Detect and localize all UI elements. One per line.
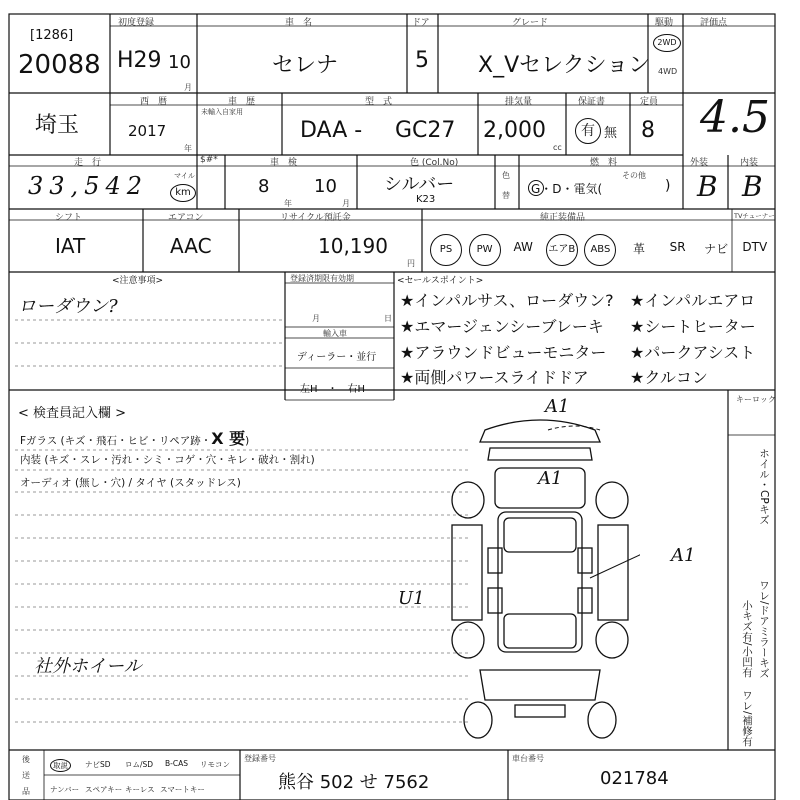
left-rear-door — [488, 588, 502, 613]
dealer-option: ディーラー・並行 — [297, 352, 377, 363]
grade-value: X_Vセレクション — [478, 53, 651, 78]
front-right-wheel — [596, 482, 628, 518]
shift-value: IAT — [55, 234, 86, 258]
equipment-item: エアB — [546, 234, 578, 266]
rear-right-corner — [588, 702, 616, 738]
recycle-label: リサイクル預託金 — [280, 213, 351, 223]
drive-2wd-circled: 2WD — [653, 34, 681, 52]
key-lock-label: キーロック — [736, 395, 776, 404]
door-count: 5 — [415, 48, 429, 73]
inspection-year-suffix: 年 — [284, 199, 292, 208]
equipment-label: 純正装備品 — [540, 213, 586, 223]
footer-side-label: 後 — [22, 755, 30, 764]
mileage-unit-top: マイル — [174, 172, 195, 180]
fglass-mark: X 要 — [211, 429, 246, 448]
audio-line: オーディオ (無し・穴) / タイヤ (スタッドレス) — [20, 477, 241, 489]
color-change-2: 替 — [502, 191, 510, 200]
inspection-year: 8 — [258, 176, 270, 197]
aircon-label: エアコン — [168, 213, 204, 223]
left-side-panel — [452, 525, 482, 620]
year-suffix: 年 — [184, 144, 192, 153]
front-bumper-outline — [480, 420, 600, 442]
mileage-label: 走 行 — [74, 158, 102, 168]
equipment-item: AW — [513, 240, 533, 254]
car-diagram — [440, 400, 640, 745]
reg-month: 月 — [312, 314, 320, 323]
mileage-value: 33,542 — [28, 172, 148, 200]
drive-label: 駆動 — [655, 18, 674, 28]
sales-point: ★インパルエアロ — [630, 291, 756, 310]
first-reg-label: 初度登録 — [118, 18, 155, 28]
fuel-close: ) — [665, 178, 671, 194]
right-front-door — [578, 548, 592, 573]
equipment-item: SR — [669, 240, 686, 254]
diagram-mark: A1 — [538, 468, 563, 489]
drive-4wd: 4WD — [658, 67, 678, 76]
sales-point: ★インパルサス、ローダウン? — [400, 291, 614, 310]
footer-item: スマートキー — [160, 785, 205, 794]
displacement-unit: cc — [553, 143, 562, 152]
caution-text: ローダウン? — [18, 296, 118, 317]
model-code: GC27 — [395, 118, 456, 143]
diagram-mark: A1 — [545, 396, 570, 417]
history-sub: 未輸入自家用 — [201, 108, 243, 116]
sales-point: ★両側パワースライドドア — [400, 368, 589, 387]
sales-point: ★クルコン — [630, 368, 708, 387]
inspection-label: 車 検 — [270, 158, 298, 168]
history-label: 車 歴 — [228, 97, 256, 107]
region: 埼玉 — [35, 113, 80, 138]
footer-item-circled: 取説 — [50, 759, 71, 772]
color-change-1: 色 — [502, 171, 510, 180]
aircon-value: AAC — [170, 234, 212, 258]
right-rear-door — [578, 588, 592, 613]
door-label: ドア — [412, 18, 430, 28]
legend-4: ワレ/補修有 — [741, 690, 753, 747]
interior-label: 内装 — [740, 158, 759, 168]
rear-left-wheel — [452, 622, 484, 658]
registration-label: 登録済期限有効期 — [290, 274, 354, 283]
chassis-label: 車台番号 — [512, 754, 544, 763]
rear-window-outline — [504, 614, 576, 648]
capacity-label: 定員 — [640, 97, 659, 107]
sales-point: ★パークアシスト — [630, 343, 756, 362]
color-value: シルバー — [384, 174, 455, 195]
import-label: 輸入車 — [323, 329, 347, 338]
inspection-month: 10 — [314, 176, 337, 197]
fuel-other: その他 — [622, 171, 646, 180]
score-label: 評価点 — [700, 18, 728, 28]
equipment-item: ABS — [584, 234, 616, 266]
front-roof-panel — [504, 518, 576, 552]
footer-item: キーレス — [125, 785, 155, 794]
footer-item: ナンバー — [50, 785, 80, 794]
footer-side-label: 送 — [22, 771, 30, 780]
sales-point: ★エマージェンシーブレーキ — [400, 317, 604, 336]
interior-score: B — [742, 170, 763, 203]
footer-item: リモコン — [200, 760, 230, 769]
first-reg-era: H29 — [117, 48, 162, 73]
rear-right-wheel — [596, 622, 628, 658]
rear-outline — [480, 670, 600, 700]
exhibit-number: 20088 — [18, 50, 101, 80]
rear-bumper-outline — [515, 705, 565, 717]
year-value: 2017 — [128, 122, 167, 140]
capacity-value: 8 — [641, 118, 655, 143]
warranty-no: 無 — [604, 126, 618, 141]
equipment-item: PS — [430, 234, 462, 266]
footer-item: ロム/SD — [125, 760, 154, 769]
year-label: 西 暦 — [140, 97, 168, 107]
recycle-fee: 10,190 — [318, 234, 388, 258]
equipment-item: DTV — [742, 240, 768, 254]
shift-label: シフト — [55, 213, 83, 223]
front-left-wheel — [452, 482, 484, 518]
sales-point: ★シートヒーター — [630, 317, 756, 336]
footer-item: B-CAS — [165, 759, 188, 768]
interior-line: 内装 (キズ・スレ・汚れ・シミ・コゲ・穴・キレ・破れ・割れ) — [20, 454, 315, 466]
caution-label: <注意事項> — [112, 276, 164, 286]
mileage-unit-circled: km — [170, 184, 196, 202]
left-front-door — [488, 548, 502, 573]
plate-label: 登録番号 — [244, 754, 276, 763]
chassis-number: 021784 — [600, 768, 669, 789]
fuel-options: G・D・電気( — [531, 182, 603, 196]
warranty-yes-circled: 有 — [575, 118, 601, 144]
legend-3: 小キズ有/小凹有 — [741, 600, 753, 678]
type-label: 型 式 — [365, 97, 393, 107]
inspection-title: < 検査員記入欄 > — [18, 406, 127, 421]
sales-label: <セールスポイント> — [397, 276, 484, 286]
diagram-mark: U1 — [398, 588, 425, 609]
tv-label: TVチューナー — [734, 212, 775, 220]
grade-label: グレード — [512, 18, 549, 28]
equipment-item: ナビ — [704, 242, 729, 256]
first-reg-month-suffix: 月 — [184, 83, 192, 92]
legend-1: ホイル・CPキズ — [758, 448, 770, 525]
fglass-close: ) — [245, 435, 250, 447]
first-reg-month: 10 — [168, 52, 191, 73]
roof-outline — [498, 512, 582, 652]
recycle-unit: 円 — [407, 259, 415, 268]
car-name-label: 車 名 — [285, 18, 313, 28]
displacement-value: 2,000 — [483, 118, 546, 143]
rear-left-corner — [464, 702, 492, 738]
legend-2: ワレ/ドアミラーキズ — [758, 580, 770, 679]
diagram-mark: A1 — [671, 545, 696, 566]
footer-side-label: 品 — [22, 787, 30, 796]
fglass-line — [20, 426, 249, 449]
model-prefix: DAA - — [300, 118, 363, 143]
fuel-label: 燃 料 — [590, 158, 618, 168]
equipment-item: 革 — [632, 242, 645, 256]
meter-label: $#* — [200, 155, 218, 165]
plate-number: 熊谷 502 せ 7562 — [278, 772, 430, 793]
equipment-item: PW — [469, 234, 501, 266]
inspection-month-suffix: 月 — [342, 199, 350, 208]
warranty-label: 保証書 — [578, 97, 606, 107]
footer-item: ナビSD — [85, 760, 111, 769]
exterior-label: 外装 — [690, 158, 709, 168]
color-code: K23 — [416, 194, 436, 205]
score-value: 4.5 — [700, 92, 770, 143]
color-label: 色 (Col.No) — [410, 158, 459, 168]
displacement-label: 排気量 — [505, 97, 533, 107]
sales-point: ★アラウンドビューモニター — [400, 343, 607, 362]
car-name: セレナ — [272, 53, 339, 78]
handle-option: 左H ・ 右H — [300, 384, 366, 395]
footer-item: スペアキー — [85, 785, 123, 794]
hood-outline — [488, 448, 592, 460]
handwritten-note: 社外ホイール — [34, 656, 142, 677]
exterior-score: B — [697, 170, 718, 203]
reg-day: 日 — [384, 314, 392, 323]
fglass-text: Fガラス (キズ・飛石・ヒビ・リペア跡・ — [20, 435, 212, 447]
lot-number: [1286] — [30, 28, 74, 43]
